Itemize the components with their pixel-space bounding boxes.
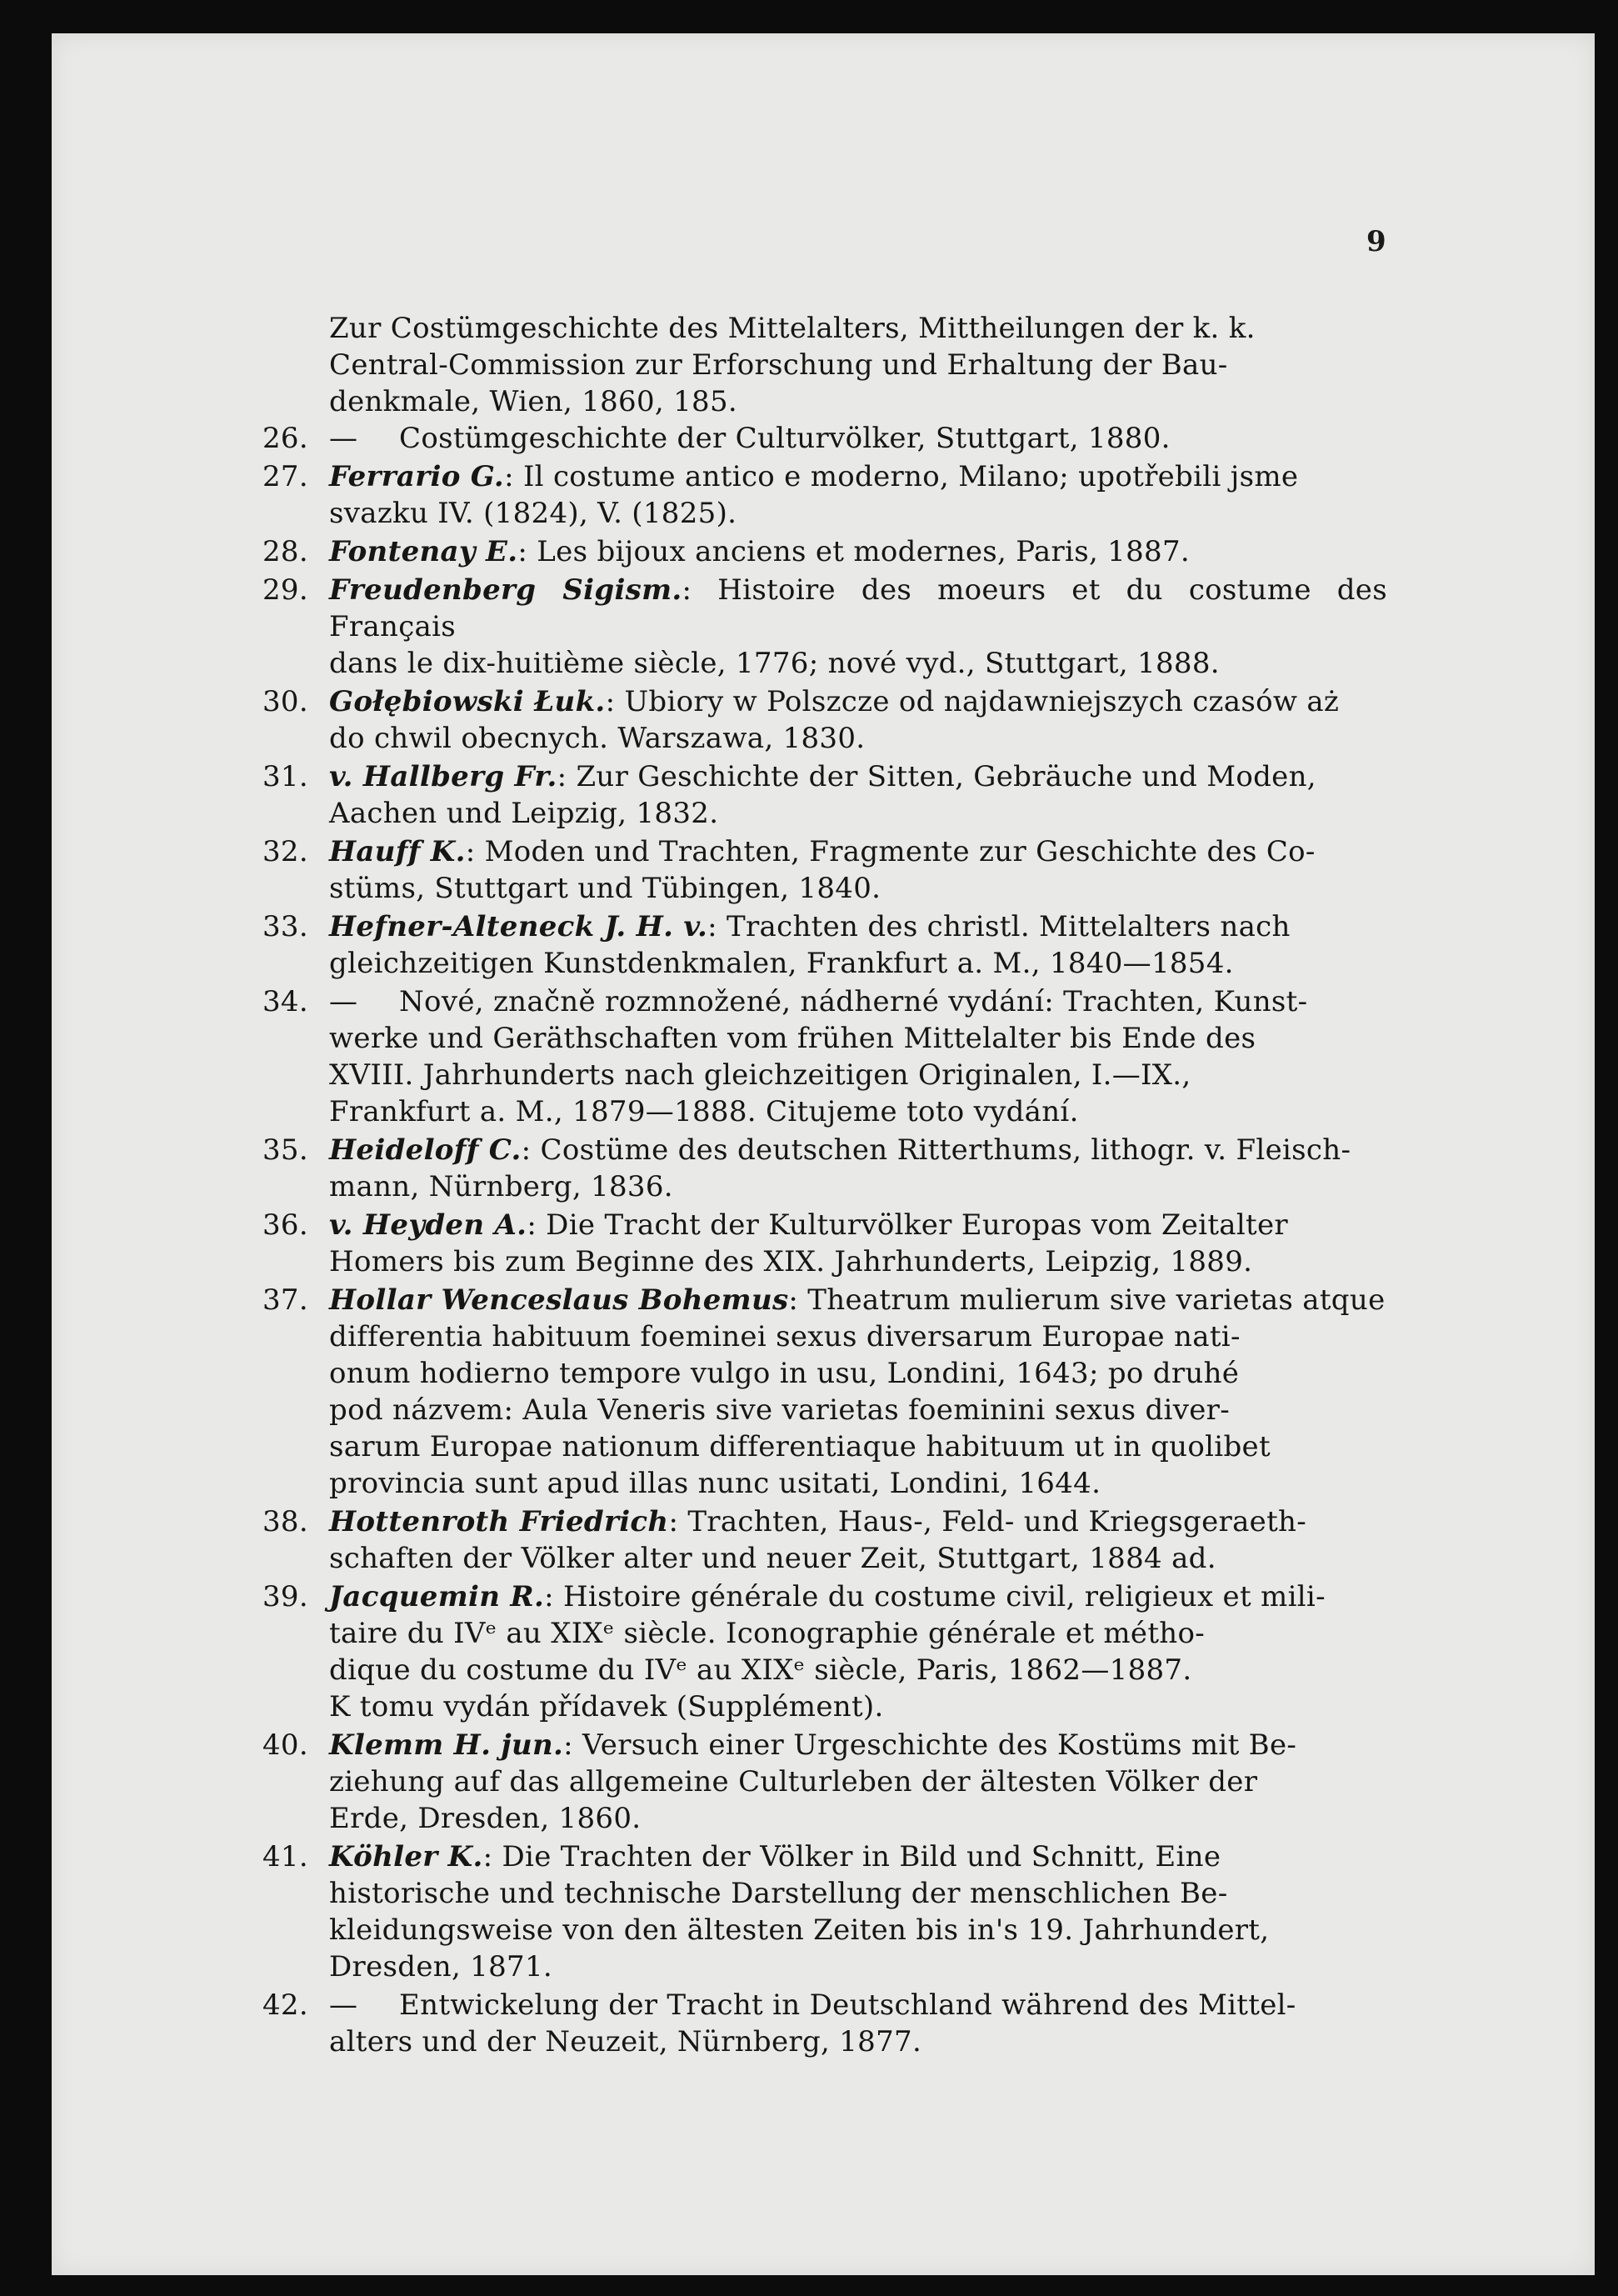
entry-line: werke und Geräthschaften vom frühen Mittelalter bis Ende des bbox=[329, 1022, 1256, 1055]
entry-line: svazku IV. (1824), V. (1825). bbox=[329, 497, 737, 530]
entry-line: schaften der Völker alter und neuer Zeit, Stuttgart, 1884 ad. bbox=[329, 1542, 1216, 1575]
entry-line bbox=[329, 1207, 1387, 1243]
entry-number: 40. bbox=[262, 1728, 308, 1762]
entry-line: stüms, Stuttgart und Tübingen, 1840. bbox=[329, 872, 881, 905]
entry-body bbox=[329, 420, 1387, 457]
entry-number: 31. bbox=[262, 760, 308, 793]
entry-line: Aachen und Leipzig, 1832. bbox=[329, 797, 719, 830]
entries bbox=[262, 420, 1387, 2060]
entry-line: differentia habituum foeminei sexus diversarum Europae nati- bbox=[329, 1320, 1241, 1353]
entry-line: sarum Europae nationum differentiaque habituum ut in quolibet bbox=[329, 1430, 1271, 1463]
entry-number: 26. bbox=[262, 422, 308, 455]
entry-text: : Histoire générale du costume civil, religieux et mili- bbox=[544, 1580, 1326, 1613]
entry-author: Jacquemin R. bbox=[329, 1580, 545, 1613]
bibliography-entry bbox=[262, 1987, 1387, 2060]
entry-line: ziehung auf das allgemeine Culturleben der ältesten Völker der bbox=[329, 1765, 1258, 1798]
entry-author: Hefner-Alteneck J. H. v. bbox=[329, 910, 708, 943]
entry-line bbox=[329, 683, 1387, 720]
entry-text: : Les bijoux anciens et modernes, Paris, 1887. bbox=[517, 535, 1190, 568]
entry-text: Entwickelung der Tracht in Deutschland während des Mittel- bbox=[399, 1988, 1296, 2022]
ditto-dash: — bbox=[329, 1988, 358, 2022]
entry-number: 42. bbox=[262, 1988, 308, 2022]
entry-line bbox=[329, 1727, 1387, 1763]
ditto-dash: — bbox=[329, 985, 358, 1018]
entry-text: : Il costume antico e moderno, Milano; upotřebili jsme bbox=[504, 460, 1299, 493]
bibliography-entry bbox=[262, 908, 1387, 982]
entry-number: 29. bbox=[262, 573, 308, 607]
entry-body bbox=[329, 833, 1387, 907]
entry-text: : Versuch einer Urgeschichte des Kostüms mit Be- bbox=[563, 1728, 1297, 1762]
bibliography-entry bbox=[262, 1578, 1387, 1725]
entry-line bbox=[329, 1132, 1387, 1168]
entry-body bbox=[329, 983, 1387, 1130]
entry-line bbox=[329, 1282, 1387, 1318]
entry-text: : Ubiory w Polszcze od najdawniejszych czasów aż bbox=[605, 685, 1340, 718]
entry-author: Gołębiowski Łuk. bbox=[329, 685, 606, 718]
entry-number: 39. bbox=[262, 1580, 308, 1613]
entry-number: 41. bbox=[262, 1840, 308, 1873]
entry-line bbox=[329, 758, 1387, 795]
entry-line: onum hodierno tempore vulgo in usu, Londini, 1643; po druhé bbox=[329, 1357, 1240, 1390]
entry-number: 27. bbox=[262, 460, 308, 493]
entry-author: Fontenay E. bbox=[329, 535, 518, 568]
entry-author: Hollar Wenceslaus Bohemus bbox=[329, 1283, 789, 1317]
entry-line: Frankfurt a. M., 1879—1888. Citujeme toto vydání. bbox=[329, 1095, 1079, 1128]
entry-author: Heideloff C. bbox=[329, 1133, 522, 1167]
entry-text: : Histoire des moeurs et du costume des Français bbox=[329, 573, 1387, 643]
entry-body bbox=[329, 1987, 1387, 2060]
bibliography-entry bbox=[262, 533, 1387, 570]
entry-number: 33. bbox=[262, 910, 308, 943]
entry-body bbox=[329, 572, 1387, 682]
entry-text: : Trachten, Haus-, Feld- und Kriegsgeraeth- bbox=[668, 1505, 1307, 1538]
bibliography-entry bbox=[262, 1727, 1387, 1837]
entry-line bbox=[329, 1503, 1387, 1540]
entry-text: : Moden und Trachten, Fragmente zur Geschichte des Co- bbox=[465, 835, 1316, 868]
entry-number: 35. bbox=[262, 1133, 308, 1167]
entry-body bbox=[329, 908, 1387, 982]
bibliography-entry bbox=[262, 1132, 1387, 1205]
entry-body bbox=[329, 1578, 1387, 1725]
entry-author: Klemm H. jun. bbox=[329, 1728, 564, 1762]
bibliography-entry bbox=[262, 1282, 1387, 1502]
entry-author: Köhler K. bbox=[329, 1840, 483, 1873]
entry-author: Freudenberg Sigism. bbox=[329, 573, 682, 607]
entry-line: Dresden, 1871. bbox=[329, 1950, 553, 1983]
entry-line: Homers bis zum Beginne des XIX. Jahrhunderts, Leipzig, 1889. bbox=[329, 1245, 1253, 1278]
entry-text: : Zur Geschichte der Sitten, Gebräuche und Moden, bbox=[557, 760, 1316, 793]
entry-body bbox=[329, 1132, 1387, 1205]
entry-body bbox=[329, 1838, 1387, 1985]
entry-text: : Costüme des deutschen Ritterthums, lithogr. v. Fleisch- bbox=[521, 1133, 1351, 1167]
entry-author: Hottenroth Friedrich bbox=[329, 1505, 669, 1538]
bibliography-entry bbox=[262, 1207, 1387, 1280]
entry-line: pod názvem: Aula Veneris sive varietas foeminini sexus diver- bbox=[329, 1393, 1230, 1427]
entry-line bbox=[329, 908, 1387, 945]
entry-line bbox=[329, 983, 1387, 1020]
entry-line: K tomu vydán přídavek (Supplément). bbox=[329, 1690, 884, 1723]
entry-body bbox=[329, 1207, 1387, 1280]
entry-number: 34. bbox=[262, 985, 308, 1018]
bibliography-entry bbox=[262, 1838, 1387, 1985]
entry-body bbox=[329, 458, 1387, 532]
page-number: 9 bbox=[1366, 225, 1386, 258]
entry-body bbox=[329, 533, 1387, 570]
continuation-block bbox=[262, 310, 1387, 420]
entry-line: mann, Nürnberg, 1836. bbox=[329, 1170, 673, 1203]
entry-number: 30. bbox=[262, 685, 308, 718]
ditto-dash: — bbox=[329, 422, 358, 455]
bibliography-entry bbox=[262, 983, 1387, 1130]
entry-number: 38. bbox=[262, 1505, 308, 1538]
entry-body bbox=[329, 758, 1387, 832]
entry-line bbox=[329, 458, 1387, 495]
entry-author: v. Heyden A. bbox=[329, 1208, 527, 1242]
entry-author: Hauff K. bbox=[329, 835, 466, 868]
entry-line: gleichzeitigen Kunstdenkmalen, Frankfurt a. M., 1840—1854. bbox=[329, 947, 1234, 980]
entry-text: : Theatrum mulierum sive varietas atque bbox=[788, 1283, 1386, 1317]
entry-number: 37. bbox=[262, 1283, 308, 1317]
entry-line: alters und der Neuzeit, Nürnberg, 1877. bbox=[329, 2025, 922, 2058]
text-line: Zur Costümgeschichte des Mittelalters, Mittheilungen der k. k. bbox=[329, 312, 1256, 345]
entry-line bbox=[329, 420, 1387, 457]
bibliography-entry bbox=[262, 1503, 1387, 1577]
entry-line bbox=[329, 833, 1387, 870]
bibliography-entry bbox=[262, 683, 1387, 757]
entry-line bbox=[329, 1838, 1387, 1875]
entry-line: kleidungsweise von den ältesten Zeiten bis in's 19. Jahrhundert, bbox=[329, 1913, 1270, 1947]
text-line: Central-Commission zur Erforschung und Erhaltung der Bau- bbox=[329, 348, 1228, 382]
bibliography-entry bbox=[262, 420, 1387, 457]
entry-text: : Die Tracht der Kulturvölker Europas vom Zeitalter bbox=[527, 1208, 1288, 1242]
entry-text: : Trachten des christl. Mittelalters nach bbox=[707, 910, 1291, 943]
entry-number: 36. bbox=[262, 1208, 308, 1242]
text-line: denkmale, Wien, 1860, 185. bbox=[329, 385, 738, 418]
bibliography-entry bbox=[262, 758, 1387, 832]
entry-line: Erde, Dresden, 1860. bbox=[329, 1802, 642, 1835]
bibliography-entry bbox=[262, 458, 1387, 532]
bibliography-list bbox=[262, 310, 1387, 2060]
bibliography-entry bbox=[262, 833, 1387, 907]
entry-body bbox=[329, 1727, 1387, 1837]
entry-line: taire du IVᵉ au XIXᵉ siècle. Iconographie générale et métho- bbox=[329, 1617, 1206, 1650]
entry-line: historische und technische Darstellung der menschlichen Be- bbox=[329, 1877, 1228, 1910]
entry-line bbox=[329, 533, 1387, 570]
entry-text: Nové, značně rozmnožené, nádherné vydání: Trachten, Kunst- bbox=[399, 985, 1308, 1018]
entry-line: provincia sunt apud illas nunc usitati, Londini, 1644. bbox=[329, 1467, 1101, 1500]
entry-line: XVIII. Jahrhunderts nach gleichzeitigen Originalen, I.—IX., bbox=[329, 1058, 1191, 1092]
entry-line: dans le dix-huitième siècle, 1776; nové vyd., Stuttgart, 1888. bbox=[329, 647, 1220, 680]
bibliography-entry bbox=[262, 572, 1387, 682]
entry-author: v. Hallberg Fr. bbox=[329, 760, 557, 793]
entry-number: 32. bbox=[262, 835, 308, 868]
entry-body bbox=[329, 1503, 1387, 1577]
entry-line: dique du costume du IVᵉ au XIXᵉ siècle, Paris, 1862—1887. bbox=[329, 1653, 1192, 1687]
entry-line bbox=[329, 1987, 1387, 2023]
document-page bbox=[52, 33, 1595, 2275]
entry-body bbox=[329, 1282, 1387, 1502]
entry-number: 28. bbox=[262, 535, 308, 568]
entry-text: : Die Trachten der Völker in Bild und Schnitt, Eine bbox=[482, 1840, 1221, 1873]
entry-line: do chwil obecnych. Warszawa, 1830. bbox=[329, 722, 866, 755]
entry-author: Ferrario G. bbox=[329, 460, 505, 493]
entry-line bbox=[329, 572, 1387, 645]
entry-text: Costümgeschichte der Culturvölker, Stuttgart, 1880. bbox=[399, 422, 1171, 455]
entry-body bbox=[329, 683, 1387, 757]
entry-line bbox=[329, 1578, 1387, 1615]
